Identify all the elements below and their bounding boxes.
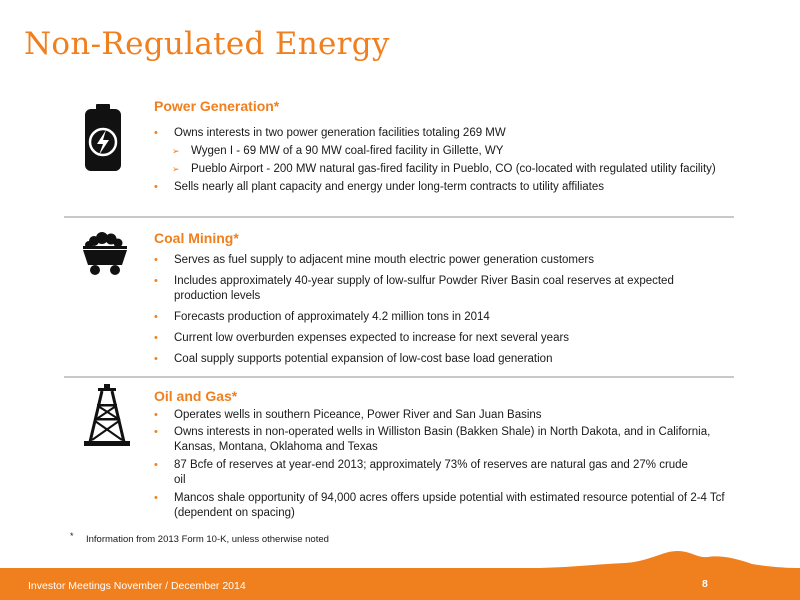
list-item: [154, 180, 734, 195]
bullet-text: 87 Bcfe of reserves at year-end 2013; approximately 73% of reserves are natural gas and 27% crude oil: [174, 459, 688, 486]
list-item: [154, 162, 734, 177]
bullet-marker: •: [154, 311, 158, 323]
bullet-text: Forecasts production of approximately 4.2 million tons in 2014: [174, 311, 490, 323]
section-heading: Coal Mining*: [154, 230, 239, 246]
section-divider: [64, 216, 734, 218]
page-title: Non-Regulated Energy: [24, 26, 390, 62]
section-divider: [64, 376, 734, 378]
list-item: [154, 310, 734, 325]
footnote-text: Information from 2013 Form 10-K, unless otherwise noted: [86, 534, 329, 545]
bullet-text: Wygen I - 69 MW of a 90 MW coal-fired facility in Gillette, WY: [191, 145, 504, 157]
bullet-text: Coal supply supports potential expansion of low-cost base load generation: [174, 353, 553, 365]
bullet-text: Includes approximately 40-year supply of low-sulfur Powder River Basin coal reserves at expected production levels: [174, 275, 674, 302]
section-heading: Power Generation*: [154, 98, 280, 114]
bullet-marker: •: [154, 492, 158, 504]
bullet-text: Mancos shale opportunity of 94,000 acres offers upside potential with estimated resource potential of 2-4 Tcf (dependent on spacing): [174, 492, 725, 519]
bullet-marker: ➢: [172, 146, 180, 156]
list-item: [154, 458, 734, 488]
bullet-marker: •: [154, 127, 158, 139]
oil-derrick-icon: [84, 384, 130, 448]
bullet-marker: •: [154, 181, 158, 193]
footer-text: Investor Meetings November / December 2014: [28, 580, 246, 592]
list-item: [154, 491, 734, 521]
coal-cart-icon: [80, 232, 130, 276]
list-item: [154, 425, 734, 455]
page-number: 8: [702, 578, 708, 590]
bullet-list: [154, 253, 734, 367]
bullet-marker: •: [154, 254, 158, 266]
bullet-marker: •: [154, 459, 158, 471]
section-heading: Oil and Gas*: [154, 388, 238, 404]
bullet-marker: •: [154, 332, 158, 344]
footer-band: [0, 550, 800, 600]
bullet-text: Current low overburden expenses expected to increase for next several years: [174, 332, 570, 344]
footnote-marker: *: [70, 531, 74, 541]
bullet-text: Operates wells in southern Piceance, Power River and San Juan Basins: [174, 409, 542, 421]
bullet-text: Owns interests in two power generation facilities totaling 269 MW: [174, 127, 506, 139]
bullet-marker: ➢: [172, 164, 180, 174]
list-item: [154, 274, 734, 304]
list-item: [154, 408, 734, 423]
bullet-marker: •: [154, 426, 158, 438]
bullet-marker: •: [154, 353, 158, 365]
list-item: [154, 253, 734, 268]
list-item: [154, 331, 734, 346]
bullet-marker: •: [154, 409, 158, 421]
battery-lightning-icon: [78, 104, 128, 172]
bullet-list: [154, 126, 734, 195]
bullet-text: Owns interests in non-operated wells in Williston Basin (Bakken Shale) in North Dakota, and in California, Kansas, Montana, Oklahoma and Texas: [174, 426, 711, 453]
bullet-text: Pueblo Airport - 200 MW natural gas-fired facility in Pueblo, CO (co-located with regulated utility facility): [191, 163, 716, 175]
list-item: [154, 126, 734, 141]
list-item: [154, 352, 734, 367]
list-item: [154, 144, 734, 159]
bullet-text: Sells nearly all plant capacity and energy under long-term contracts to utility affiliates: [174, 181, 604, 193]
bullet-text: Serves as fuel supply to adjacent mine mouth electric power generation customers: [174, 254, 594, 266]
bullet-marker: •: [154, 275, 158, 287]
bullet-list: [154, 408, 734, 521]
